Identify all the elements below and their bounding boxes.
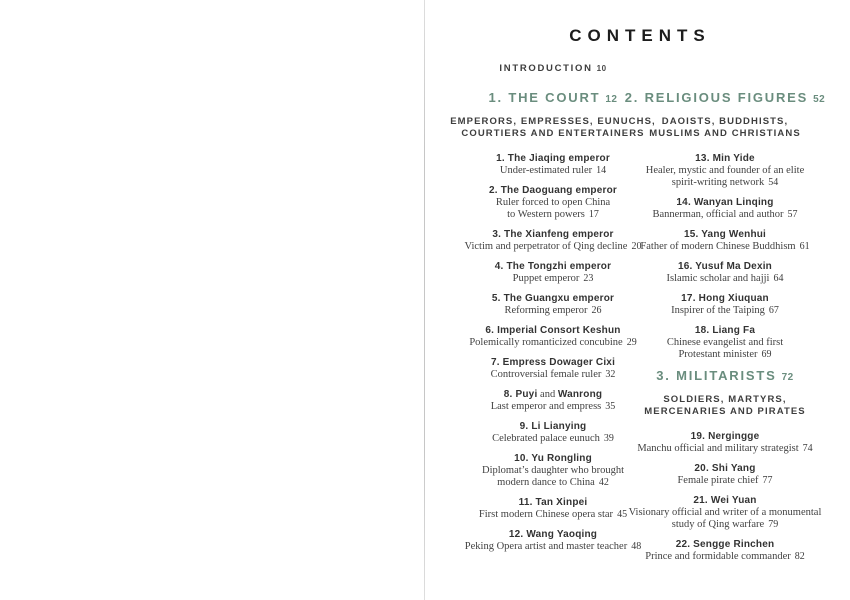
entry-page-number: 77 bbox=[762, 475, 773, 486]
entry-page-number: 17 bbox=[588, 209, 599, 220]
entry-title: 9. Li Lianying bbox=[519, 421, 587, 432]
introduction-label: INTRODUCTION bbox=[499, 63, 593, 74]
toc-section bbox=[604, 368, 846, 563]
entry-title: 6. Imperial Consort Keshun bbox=[485, 325, 621, 336]
entry-title: 15. Yang Wenhui bbox=[683, 229, 767, 240]
entry-title: 2. The Daoguang emperor bbox=[489, 185, 617, 196]
toc-section bbox=[604, 90, 846, 361]
section-page-number: 52 bbox=[813, 94, 826, 105]
entry-subtitle: Polemically romanticized concubine 29 bbox=[469, 337, 637, 348]
entry-title: 3. The Xianfeng emperor bbox=[492, 229, 614, 240]
entry-subtitle: Ruler forced to open China bbox=[495, 197, 611, 208]
entry-subtitle: Diplomat’s daughter who brought bbox=[481, 465, 625, 476]
entry-subtitle: Last emperor and empress 35 bbox=[490, 401, 616, 412]
entry-title: 14. Wanyan Linqing bbox=[676, 197, 774, 208]
introduction-entry bbox=[432, 63, 674, 75]
entry-subtitle: Chinese evangelist and first bbox=[666, 337, 784, 348]
page-title: CONTENTS bbox=[569, 26, 711, 45]
entry-page-number: 48 bbox=[631, 541, 642, 552]
entry-subtitle: Victim and perpetrator of Qing decline 20 bbox=[464, 241, 642, 252]
entry-title-segment: Wanrong bbox=[557, 389, 603, 400]
section-caption-line: COURTIERS AND ENTERTAINERS bbox=[461, 127, 645, 139]
toc-entry bbox=[604, 538, 846, 563]
entry-subtitle: modern dance to China 42 bbox=[497, 477, 609, 488]
entry-subtitle: Peking Opera artist and master teacher 48 bbox=[464, 541, 642, 552]
toc-entry bbox=[604, 462, 846, 487]
entry-subtitle: Inspirer of the Taiping 67 bbox=[671, 305, 779, 316]
entry-title: 5. The Guangxu emperor bbox=[491, 293, 615, 304]
entry-subtitle: Manchu official and military strategist 74 bbox=[637, 443, 813, 454]
entry-subtitle: Islamic scholar and hajji 64 bbox=[666, 273, 784, 284]
entry-page-number: 54 bbox=[768, 177, 779, 188]
entry-title: 20. Shi Yang bbox=[694, 463, 756, 474]
entry-subtitle: Under-estimated ruler 14 bbox=[499, 165, 607, 176]
section-title: 2. RELIGIOUS FIGURES bbox=[624, 90, 809, 105]
entry-subtitle: Reforming emperor 26 bbox=[504, 305, 602, 316]
entry-page-number: 61 bbox=[799, 241, 810, 252]
entry-title: 21. Wei Yuan bbox=[693, 495, 757, 506]
entry-page-number: 29 bbox=[626, 337, 637, 348]
toc-entry bbox=[604, 228, 846, 253]
toc-entry bbox=[604, 494, 846, 531]
entry-page-number: 64 bbox=[773, 273, 784, 284]
entry-title: 7. Empress Dowager Cixi bbox=[490, 357, 616, 368]
entry-subtitle: Protestant minister 69 bbox=[678, 349, 772, 360]
entry-title: 11. Tan Xinpei bbox=[518, 497, 588, 508]
entry-page-number: 39 bbox=[603, 433, 614, 444]
entry-page-number: 26 bbox=[591, 305, 602, 316]
entry-subtitle: Prince and formidable commander 82 bbox=[645, 551, 805, 562]
entry-subtitle: spirit-writing network 54 bbox=[671, 177, 779, 188]
entry-title: 4. The Tongzhi emperor bbox=[494, 261, 612, 272]
toc-entry bbox=[604, 292, 846, 317]
entry-subtitle: Father of modern Chinese Buddhism 61 bbox=[640, 241, 810, 252]
section-title: 3. MILITARISTS bbox=[656, 368, 777, 383]
entry-page-number: 74 bbox=[802, 443, 813, 454]
entry-title: 1. The Jiaqing emperor bbox=[496, 153, 610, 164]
toc-entry bbox=[604, 152, 846, 189]
toc-entry bbox=[604, 430, 846, 455]
section-caption-line: MERCENARIES AND PIRATES bbox=[644, 405, 806, 417]
entry-page-number: 82 bbox=[794, 551, 805, 562]
introduction-page-number: 10 bbox=[596, 64, 607, 73]
entry-subtitle: Celebrated palace eunuch 39 bbox=[492, 433, 614, 444]
entry-subtitle: Healer, mystic and founder of an elite bbox=[645, 165, 805, 176]
section-caption-line: MUSLIMS AND CHRISTIANS bbox=[649, 127, 801, 139]
entry-page-number: 69 bbox=[761, 349, 772, 360]
toc-entry bbox=[604, 324, 846, 361]
entry-title: 16. Yusuf Ma Dexin bbox=[677, 261, 772, 272]
section-caption-line: SOLDIERS, MARTYRS, bbox=[663, 394, 787, 405]
section-page-number: 12 bbox=[605, 94, 618, 105]
entry-title: 13. Min Yide bbox=[695, 153, 755, 164]
entry-subtitle: study of Qing warfare 79 bbox=[671, 519, 779, 530]
section-page-number: 72 bbox=[781, 372, 794, 383]
entry-title: 12. Wang Yaoqing bbox=[508, 529, 598, 540]
entry-page-number: 57 bbox=[787, 209, 798, 220]
toc-entry bbox=[604, 260, 846, 285]
section-caption-line: EMPERORS, EMPRESSES, EUNUCHS, bbox=[450, 116, 656, 127]
entry-page-number: 67 bbox=[768, 305, 779, 316]
toc-column-right bbox=[604, 90, 846, 570]
section-caption bbox=[604, 394, 846, 417]
entry-subtitle: Puppet emperor 23 bbox=[512, 273, 594, 284]
entry-title: 17. Hong Xiuquan bbox=[681, 293, 769, 304]
toc-entry bbox=[604, 196, 846, 221]
entry-subtitle: First modern Chinese opera star 45 bbox=[478, 509, 628, 520]
entry-page-number: 79 bbox=[768, 519, 779, 530]
entry-page-number: 20 bbox=[631, 241, 642, 252]
entry-title: 22. Sengge Rinchen bbox=[675, 539, 775, 550]
entry-page-number: 42 bbox=[598, 477, 609, 488]
page-fold-divider bbox=[424, 0, 425, 600]
entry-page-number: 35 bbox=[605, 401, 616, 412]
entry-page-number: 14 bbox=[596, 165, 607, 176]
entry-subtitle: to Western powers 17 bbox=[507, 209, 599, 220]
entry-title-segment: 8. Puyi bbox=[503, 389, 538, 400]
entry-page-number: 45 bbox=[617, 509, 628, 520]
section-caption bbox=[604, 116, 846, 139]
entry-subtitle: Female pirate chief 77 bbox=[677, 475, 773, 486]
section-heading bbox=[604, 368, 846, 386]
section-heading bbox=[604, 90, 846, 108]
entry-subtitle: Bannerman, official and author 57 bbox=[652, 209, 798, 220]
entry-subtitle: Visionary official and writer of a monumental bbox=[628, 507, 822, 518]
entry-title-segment: and bbox=[537, 389, 558, 400]
entry-title: 19. Nergingge bbox=[690, 431, 760, 442]
section-title: 1. THE COURT bbox=[488, 90, 601, 105]
entry-page-number: 32 bbox=[605, 369, 616, 380]
entry-title: 10. Yu Rongling bbox=[514, 453, 592, 464]
entry-subtitle: Controversial female ruler 32 bbox=[490, 369, 616, 380]
entry-page-number: 23 bbox=[583, 273, 594, 284]
section-caption-line: DAOISTS, BUDDHISTS, bbox=[661, 116, 789, 127]
entry-title: 18. Liang Fa bbox=[694, 325, 756, 336]
